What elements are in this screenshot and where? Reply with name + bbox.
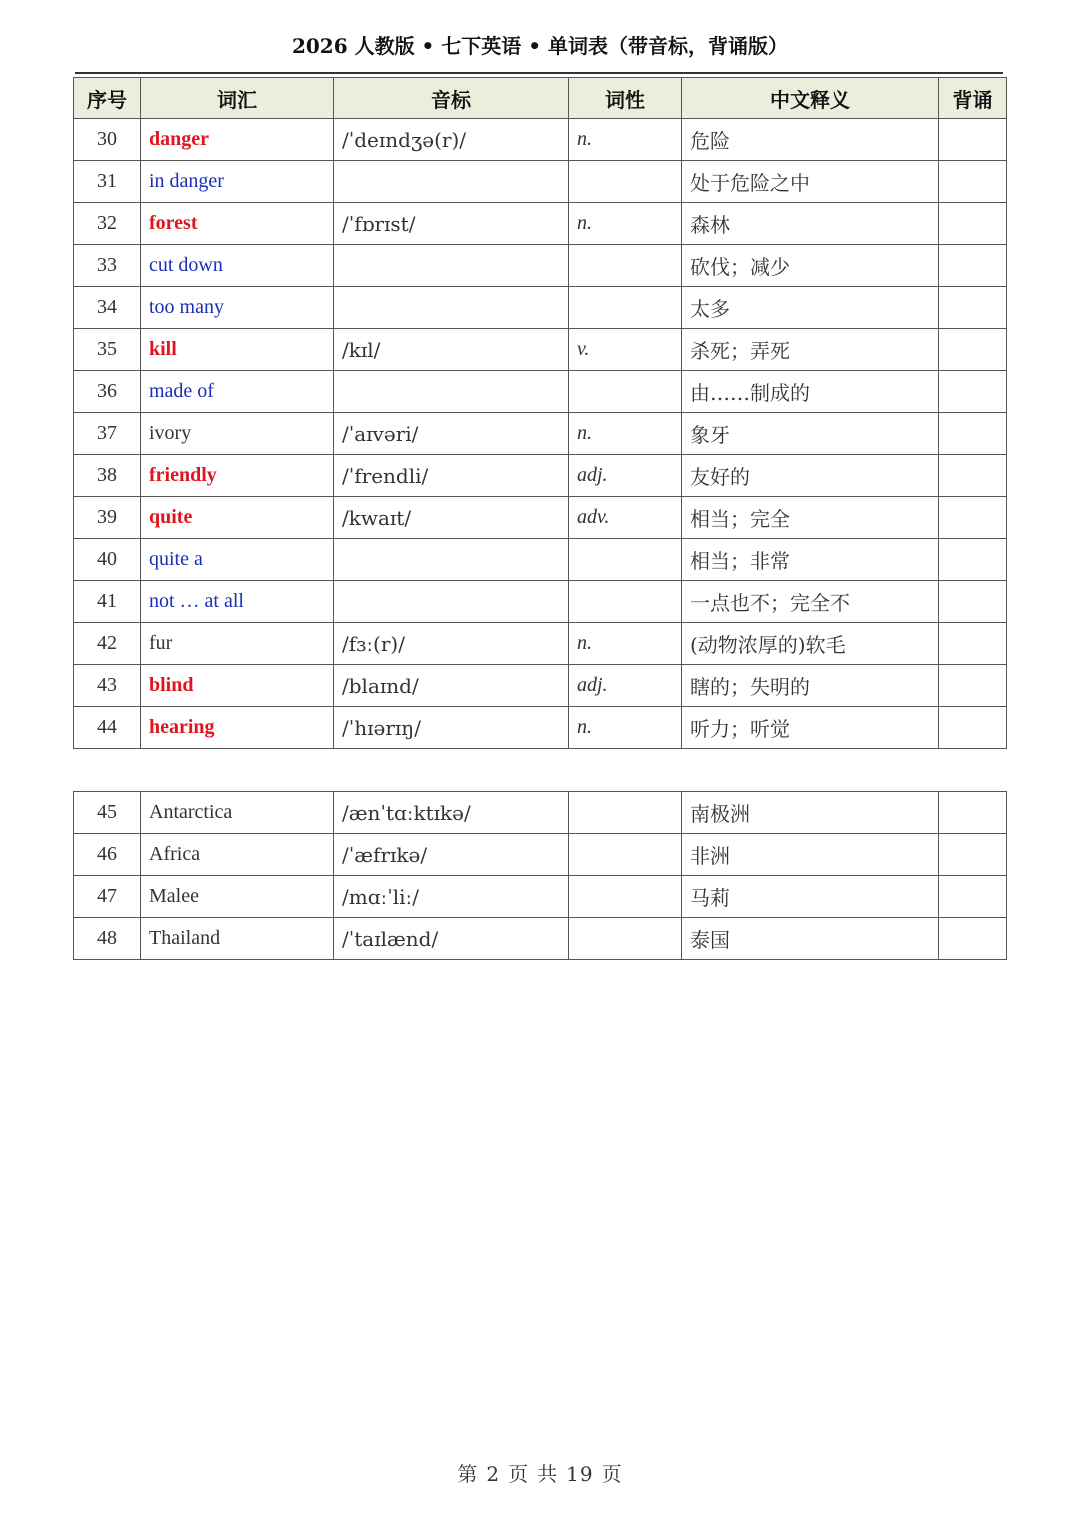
table-row — [74, 581, 1007, 623]
table-row — [74, 161, 1007, 203]
title-divider — [75, 72, 1003, 74]
row-word: cut down — [141, 245, 334, 287]
table-row — [74, 329, 1007, 371]
row-phonetic — [334, 581, 569, 623]
row-word: in danger — [141, 161, 334, 203]
row-phonetic: /ˈdeɪndʒə(r)/ — [334, 119, 569, 161]
row-recite-cell — [939, 161, 1007, 203]
row-meaning: 一点也不；完全不 — [682, 581, 939, 623]
row-num: 38 — [74, 455, 141, 497]
row-part-of-speech: n. — [569, 707, 682, 749]
row-phonetic: /ænˈtɑːktɪkə/ — [334, 792, 569, 834]
row-phonetic — [334, 539, 569, 581]
row-phonetic: /blaɪnd/ — [334, 665, 569, 707]
page-footer — [0, 1458, 1080, 1487]
table-row — [74, 876, 1007, 918]
table-row — [74, 623, 1007, 665]
table-row — [74, 371, 1007, 413]
row-phonetic: /ˈtaɪlænd/ — [334, 918, 569, 960]
row-part-of-speech — [569, 371, 682, 413]
row-phonetic — [334, 245, 569, 287]
row-meaning: 瞎的；失明的 — [682, 665, 939, 707]
row-part-of-speech: v. — [569, 329, 682, 371]
row-meaning: 象牙 — [682, 413, 939, 455]
row-part-of-speech — [569, 792, 682, 834]
row-phonetic — [334, 161, 569, 203]
table-row — [74, 413, 1007, 455]
vocab-table-proper-nouns — [73, 791, 1007, 960]
row-meaning: 太多 — [682, 287, 939, 329]
row-word: hearing — [141, 707, 334, 749]
row-word: forest — [141, 203, 334, 245]
footer-total-num: 19 — [566, 1462, 594, 1486]
row-part-of-speech — [569, 287, 682, 329]
row-word: kill — [141, 329, 334, 371]
row-phonetic: /ˈæfrɪkə/ — [334, 834, 569, 876]
header-recite: 背诵 — [939, 78, 1007, 119]
row-phonetic: /ˈhɪərɪŋ/ — [334, 707, 569, 749]
row-phonetic: /ˈfrendli/ — [334, 455, 569, 497]
row-phonetic: /kɪl/ — [334, 329, 569, 371]
table-row — [74, 245, 1007, 287]
row-meaning: 泰国 — [682, 918, 939, 960]
row-num: 44 — [74, 707, 141, 749]
row-num: 36 — [74, 371, 141, 413]
row-part-of-speech — [569, 581, 682, 623]
row-recite-cell — [939, 203, 1007, 245]
row-num: 39 — [74, 497, 141, 539]
row-word: not … at all — [141, 581, 334, 623]
row-word: quite — [141, 497, 334, 539]
row-word: Antarctica — [141, 792, 334, 834]
row-word: Thailand — [141, 918, 334, 960]
row-num: 30 — [74, 119, 141, 161]
header-meaning: 中文释义 — [682, 78, 939, 119]
row-num: 43 — [74, 665, 141, 707]
row-word: Africa — [141, 834, 334, 876]
table-row — [74, 918, 1007, 960]
row-recite-cell — [939, 287, 1007, 329]
row-recite-cell — [939, 707, 1007, 749]
row-recite-cell — [939, 834, 1007, 876]
row-num: 47 — [74, 876, 141, 918]
footer-total-label: 共 — [537, 1462, 559, 1486]
table-row — [74, 497, 1007, 539]
row-meaning: 相当；完全 — [682, 497, 939, 539]
table-row — [74, 287, 1007, 329]
row-part-of-speech: adj. — [569, 455, 682, 497]
row-meaning: 友好的 — [682, 455, 939, 497]
table-row — [74, 792, 1007, 834]
row-part-of-speech: n. — [569, 119, 682, 161]
row-meaning: 马莉 — [682, 876, 939, 918]
row-recite-cell — [939, 665, 1007, 707]
row-recite-cell — [939, 329, 1007, 371]
row-meaning: 南极洲 — [682, 792, 939, 834]
page-title: 2026 人教版 • 七下英语 • 单词表（带音标，背诵版） — [291, 34, 789, 58]
row-part-of-speech: n. — [569, 623, 682, 665]
table-row — [74, 539, 1007, 581]
header-pos: 词性 — [569, 78, 682, 119]
row-meaning: 非洲 — [682, 834, 939, 876]
table-row — [74, 707, 1007, 749]
row-word: too many — [141, 287, 334, 329]
header-word: 词汇 — [141, 78, 334, 119]
header-num: 序号 — [74, 78, 141, 119]
row-part-of-speech — [569, 918, 682, 960]
table-row — [74, 665, 1007, 707]
row-num: 31 — [74, 161, 141, 203]
row-num: 37 — [74, 413, 141, 455]
header-ipa: 音标 — [334, 78, 569, 119]
row-num: 40 — [74, 539, 141, 581]
row-part-of-speech: adv. — [569, 497, 682, 539]
row-meaning: 砍伐；减少 — [682, 245, 939, 287]
row-word: made of — [141, 371, 334, 413]
row-phonetic: /mɑːˈliː/ — [334, 876, 569, 918]
row-phonetic — [334, 287, 569, 329]
row-recite-cell — [939, 497, 1007, 539]
row-recite-cell — [939, 623, 1007, 665]
row-num: 32 — [74, 203, 141, 245]
row-phonetic: /fɜː(r)/ — [334, 623, 569, 665]
row-word: quite a — [141, 539, 334, 581]
row-recite-cell — [939, 245, 1007, 287]
row-word: Malee — [141, 876, 334, 918]
row-part-of-speech: n. — [569, 413, 682, 455]
row-meaning: 森林 — [682, 203, 939, 245]
row-recite-cell — [939, 371, 1007, 413]
row-part-of-speech: adj. — [569, 665, 682, 707]
row-phonetic: /ˈaɪvəri/ — [334, 413, 569, 455]
row-meaning: 由……制成的 — [682, 371, 939, 413]
row-meaning: 听力；听觉 — [682, 707, 939, 749]
row-part-of-speech: n. — [569, 203, 682, 245]
row-phonetic — [334, 371, 569, 413]
row-meaning: 处于危险之中 — [682, 161, 939, 203]
table-row — [74, 203, 1007, 245]
row-recite-cell — [939, 539, 1007, 581]
table-row — [74, 455, 1007, 497]
row-recite-cell — [939, 876, 1007, 918]
table-row — [74, 834, 1007, 876]
row-recite-cell — [939, 918, 1007, 960]
table-row — [74, 119, 1007, 161]
row-num: 34 — [74, 287, 141, 329]
row-num: 46 — [74, 834, 141, 876]
row-word: danger — [141, 119, 334, 161]
row-meaning: 杀死；弄死 — [682, 329, 939, 371]
vocab-table — [73, 77, 1007, 749]
row-phonetic: /ˈfɒrɪst/ — [334, 203, 569, 245]
row-part-of-speech — [569, 539, 682, 581]
row-phonetic: /kwaɪt/ — [334, 497, 569, 539]
table-header-row — [74, 78, 1007, 119]
row-recite-cell — [939, 581, 1007, 623]
row-num: 35 — [74, 329, 141, 371]
footer-total-unit: 页 — [601, 1462, 623, 1486]
row-word: friendly — [141, 455, 334, 497]
row-meaning: (动物浓厚的)软毛 — [682, 623, 939, 665]
row-recite-cell — [939, 119, 1007, 161]
row-num: 42 — [74, 623, 141, 665]
footer-page-num: 2 — [486, 1462, 501, 1486]
row-word: fur — [141, 623, 334, 665]
row-word: blind — [141, 665, 334, 707]
row-num: 33 — [74, 245, 141, 287]
row-num: 41 — [74, 581, 141, 623]
footer-page-label: 第 — [457, 1462, 479, 1486]
row-part-of-speech — [569, 245, 682, 287]
row-meaning: 危险 — [682, 119, 939, 161]
row-meaning: 相当；非常 — [682, 539, 939, 581]
row-part-of-speech — [569, 834, 682, 876]
row-recite-cell — [939, 792, 1007, 834]
row-num: 48 — [74, 918, 141, 960]
row-recite-cell — [939, 413, 1007, 455]
row-num: 45 — [74, 792, 141, 834]
row-recite-cell — [939, 455, 1007, 497]
row-word: ivory — [141, 413, 334, 455]
row-part-of-speech — [569, 876, 682, 918]
footer-page-unit: 页 — [508, 1462, 530, 1486]
row-part-of-speech — [569, 161, 682, 203]
